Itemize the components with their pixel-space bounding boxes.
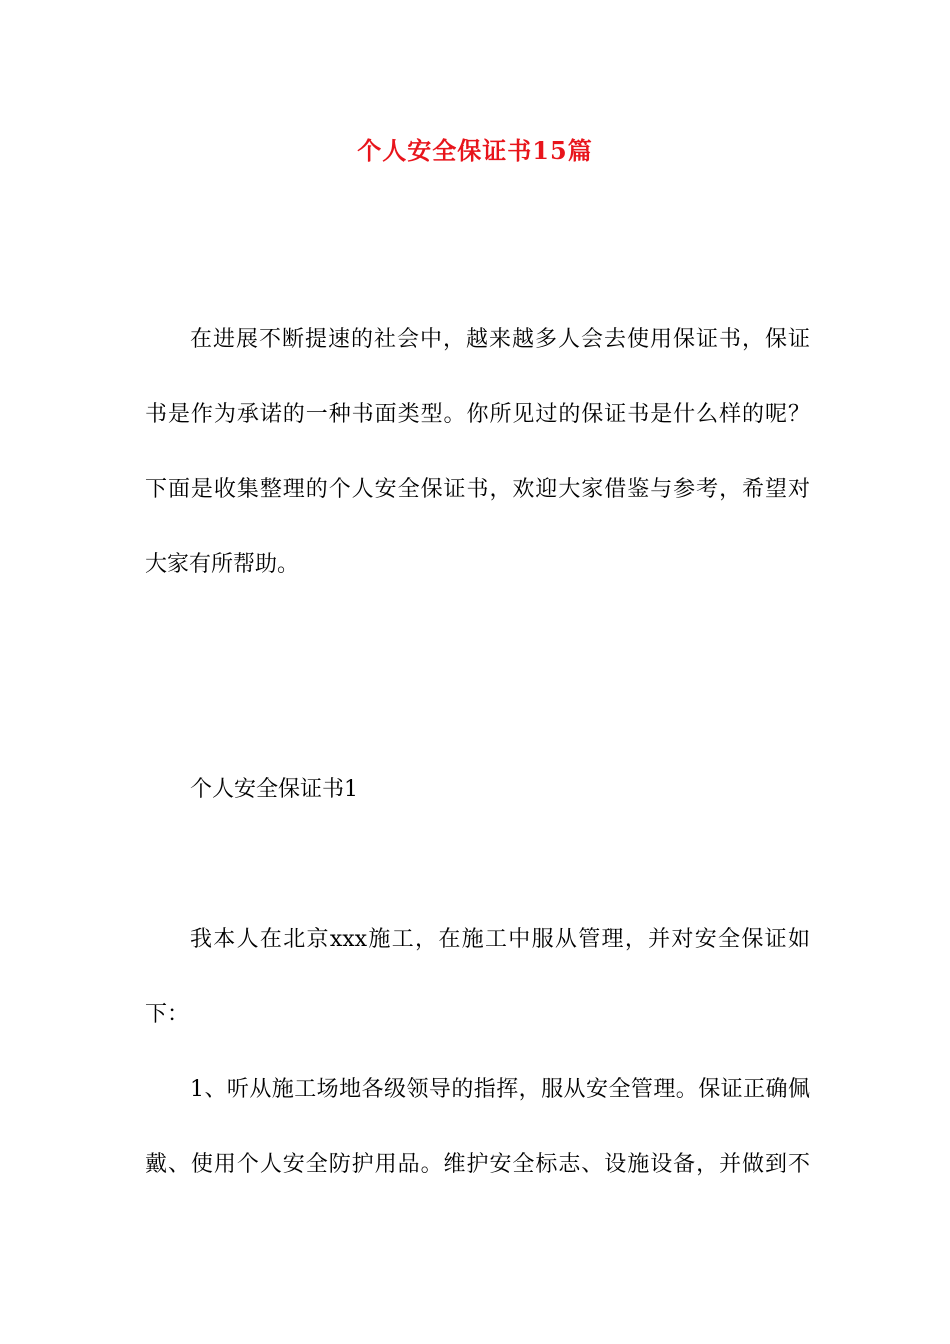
paragraph2-line-1: 1、听从施工场地各级领导的指挥，服从安全管理。保证正确佩 [190,1077,810,1102]
intro-line-3: 下面是收集整理的个人安全保证书，欢迎大家借鉴与参考，希望对 [145,477,810,502]
paragraph2-line-2: 戴、使用个人安全防护用品。维护安全标志、设施设备，并做到不 [145,1152,810,1177]
intro-line-1: 在进展不断提速的社会中，越来越多人会去使用保证书，保证 [190,327,810,352]
section-heading: 个人安全保证书1 [190,777,358,802]
paragraph1-line-1: 我本人在北京xxx施工，在施工中服从管理，并对安全保证如 [190,927,810,952]
paragraph1-line-2: 下： [145,1002,190,1027]
intro-line-4: 大家有所帮助。 [145,552,300,577]
document-title: 个人安全保证书15篇 [357,136,593,165]
intro-line-2: 书是作为承诺的一种书面类型。你所见过的保证书是什么样的呢？ [145,402,810,427]
